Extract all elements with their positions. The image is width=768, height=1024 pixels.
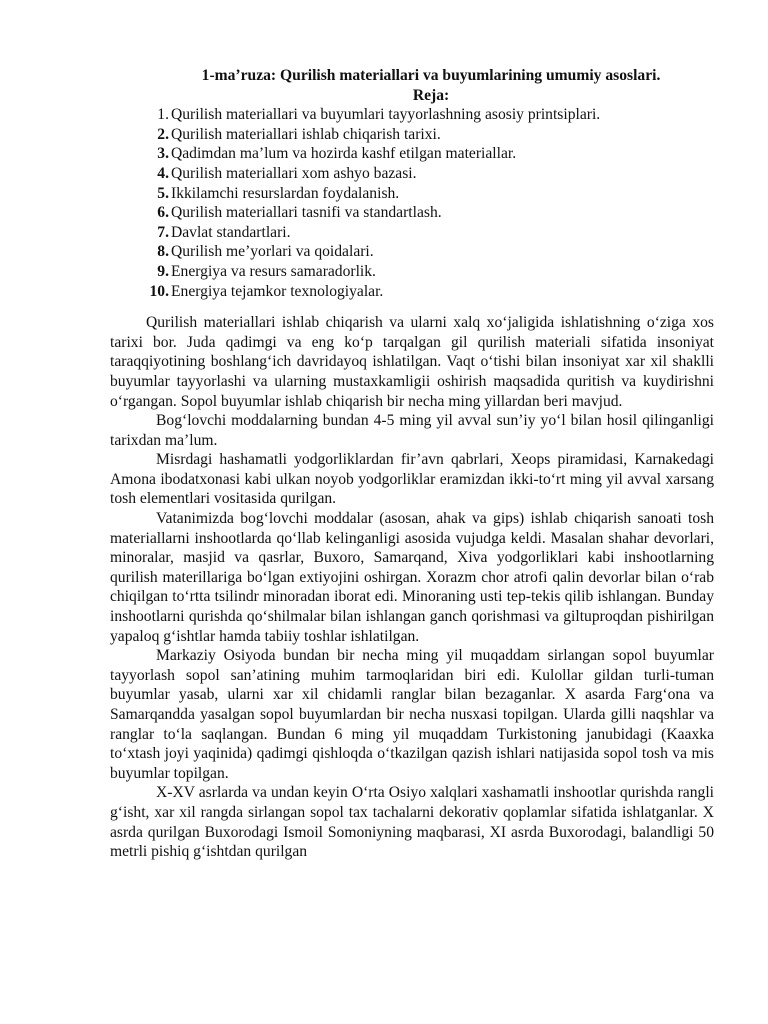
plan-item	[146, 282, 714, 302]
plan-heading: Reja:	[412, 86, 450, 104]
plan-item-number: 5.	[157, 184, 169, 202]
plan-item-text: Energiya tejamkor texnologiyalar.	[171, 282, 384, 300]
plan-item-text: Energiya va resurs samaradorlik.	[171, 262, 376, 280]
plan-item-number: 6.	[157, 204, 169, 222]
plan-item-number: 1.	[157, 106, 169, 124]
plan-item	[146, 242, 714, 262]
plan-item	[146, 164, 714, 184]
plan-item-number: 8.	[157, 243, 169, 261]
body-paragraph: Misrdagi hashamatli yodgorliklardan fir’avn qabrlari, Xeops piramidasi, Karnakedagi Amona ibodatxonasi kabi ulkan noyob yodgorliklar eramizdan ikki-to‘rt ming yil avval xarsang tosh elementlari vositasida qurilgan.	[110, 451, 714, 508]
document-page	[110, 66, 714, 862]
plan-item-number: 7.	[157, 223, 169, 241]
plan-item-text: Ikkilamchi resurslardan foydalanish.	[171, 184, 400, 202]
body-paragraph: Vatanimizda bog‘lovchi moddalar (asosan, ahak va gips) ishlab chiqarish sanoati tosh materiallarni inshootlarda qo‘llab kelinganligi asosida vujudga keldi. Masalan shahar devorlari, minoralar, masjid va qasrlar, Buxoro, Samarqand, Xiva yodgorliklari kabi inshootlarning qurilish materillariga bo‘lgan extiyojini oshirgan. Xorazm chor atrofi qalin devorlar bilan o‘rab chiqilgan to‘rtta tsilindr minoradan iborat edi. Minoraning usti tep-tekis qilib ishlangan. Bunday inshootlarni qurishda qo‘shilmalar bilan ishlangan ganch qorishmasi va giltuproqdan pishirilgan yapaloq g‘ishtlar hamda tabiiy toshlar ishlatilgan.	[110, 510, 714, 645]
plan-item-text: Qurilish materiallari tasnifi va standartlash.	[171, 204, 442, 222]
plan-item-number: 2.	[157, 125, 169, 143]
plan-item	[146, 144, 714, 164]
plan-item-text: Qurilish materiallari xom ashyo bazasi.	[171, 164, 417, 182]
lecture-title: 1-ma’ruza: Qurilish materiallari va buyumlarining umumiy asoslari.	[201, 67, 661, 84]
body-paragraph: Markaziy Osiyoda bundan bir necha ming yil muqaddam sirlangan sopol buyumlar tayyorlash sopol san’atining muhim tarmoqlaridan biri edi. Kulollar gildan turli-tuman buyumlar yasab, ularni xar xil chidamli ranglar bilan bezaganlar. X asarda Farg‘ona va Samarqandda yasalgan sopol buyumlardan bir necha nusxasi topilgan. Ularda gilli naqshlar va ranglar to‘la saqlangan. Bundan 6 ming yil muqaddam Turkistoning janubidagi (Kaaxka to‘xtash joyi yaqinida) qadimgi qishloqda o‘tkazilgan qazish ishlari natijasida sopol tosh va mis buyumlar topilgan.	[110, 647, 714, 782]
body-paragraph: Qurilish materiallari ishlab chiqarish va ularni xalq xo‘jaligida ishlatishning o‘ziga xos tarixi bor. Juda qadimgi va eng ko‘p tarqalgan gil qurilish materiali sifatida insoniyat taraqqiyotining boshlang‘ich davridayoq ishlatilgan. Vaqt o‘tishi bilan insoniyat xar xil shaklli buyumlar tayyorlashi va ularning mustaxkamligii oshirish maqsadida quritish va kuydirishni o‘rgangan. Sopol buyumlar ishlab chiqarish bir necha ming yillardan beri mavjud.	[110, 314, 714, 410]
plan-item	[146, 262, 714, 282]
plan-item-text: Qurilish materiallari ishlab chiqarish tarixi.	[171, 125, 441, 143]
plan-item-text: Qadimdan ma’lum va hozirda kashf etilgan materiallar.	[171, 145, 517, 163]
plan-item-number: 10.	[149, 282, 169, 300]
plan-item-number: 4.	[157, 164, 169, 182]
plan-item-text: Davlat standartlari.	[171, 223, 291, 241]
plan-item-text: Qurilish materiallari va buyumlari tayyorlashning asosiy printsiplari.	[171, 106, 601, 124]
body-paragraph: X-XV asrlarda va undan keyin O‘rta Osiyo xalqlari xashamatli inshootlar qurishda rangli g‘isht, xar xil rangda sirlangan sopol tax tachalarni dekorativ qoplamlar sifatida ishlatganlar. X asrda qurilgan Buxorodagi Ismoil Somoniyning maqbarasi, XI asrda Buxorodagi, balandligi 50 metrli pishiq g‘ishtdan qurilgan	[110, 784, 714, 861]
plan-item	[146, 105, 714, 125]
lecture-body	[110, 313, 714, 862]
plan-item-text: Qurilish me’yorlari va qoidalari.	[171, 243, 374, 261]
body-paragraph: Bog‘lovchi moddalarning bundan 4-5 ming yil avval sun’iy yo‘l bilan hosil qilinganligi tarixdan ma’lum.	[110, 412, 714, 449]
plan-item-number: 9.	[157, 262, 169, 280]
plan-list	[110, 105, 714, 301]
plan-item	[146, 203, 714, 223]
plan-item	[146, 223, 714, 243]
plan-item-number: 3.	[157, 145, 169, 163]
plan-item	[146, 184, 714, 204]
plan-item	[146, 125, 714, 145]
